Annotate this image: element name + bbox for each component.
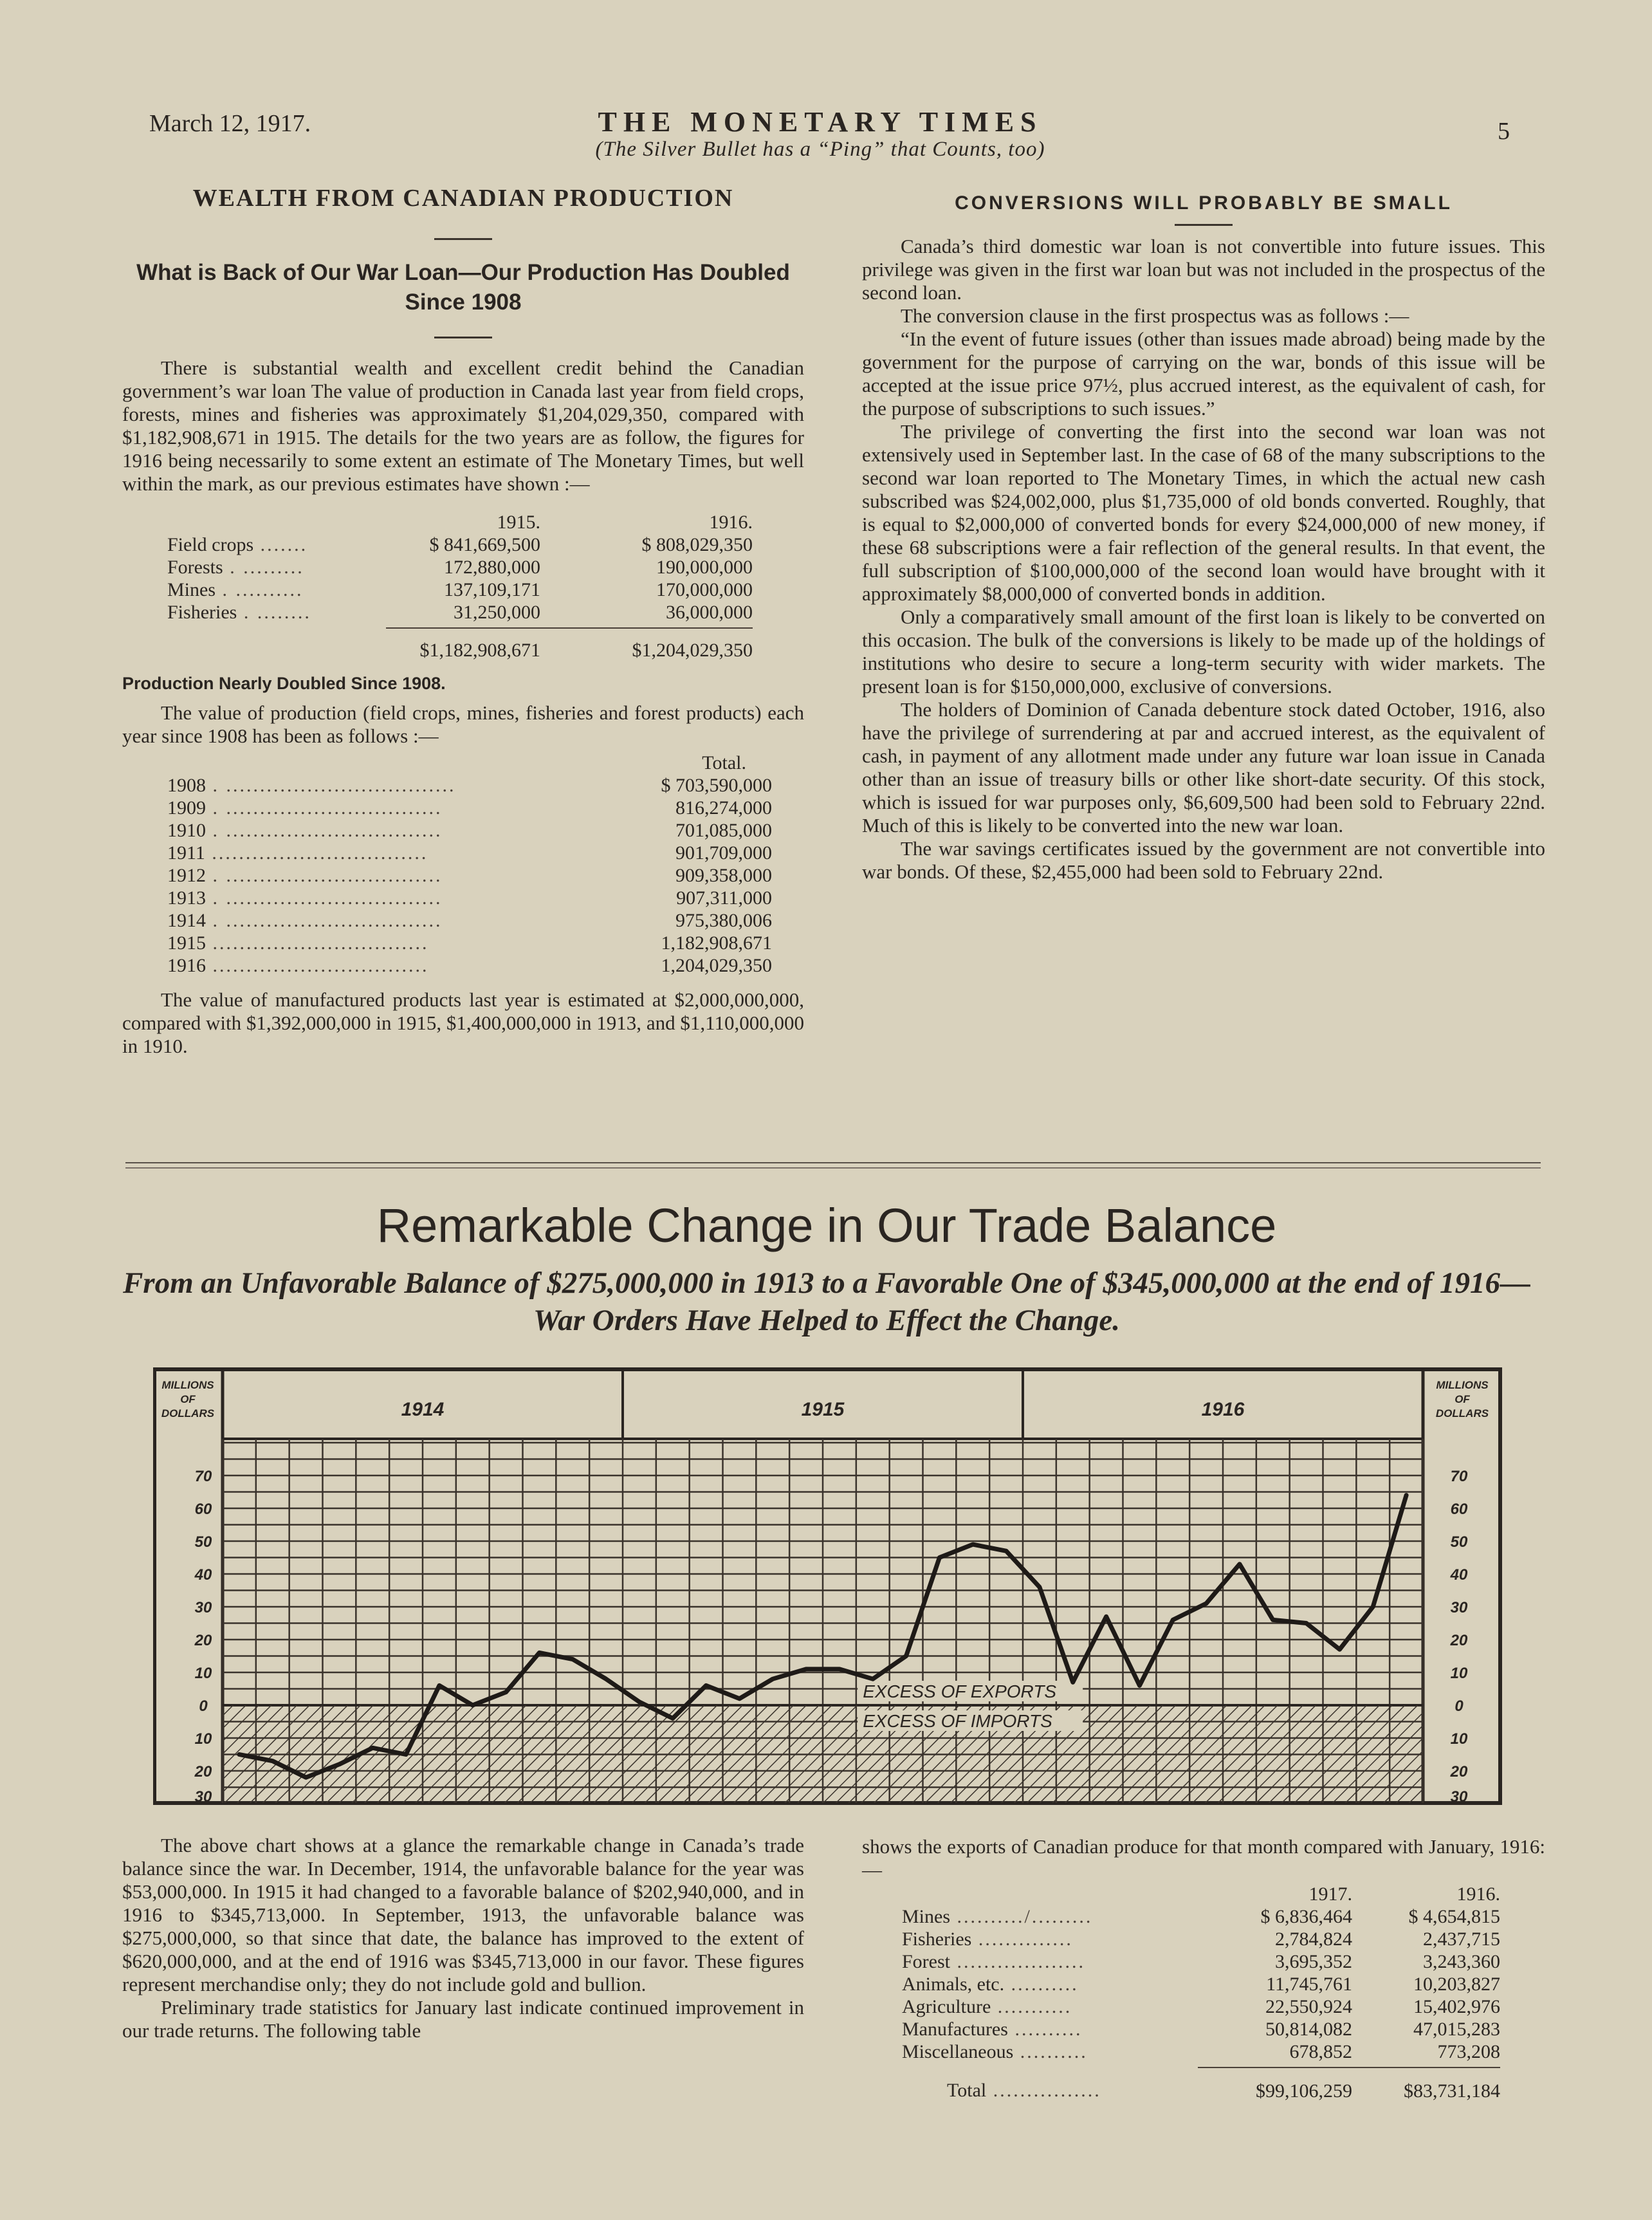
- year-label: 1912: [167, 865, 206, 886]
- table-total-row: Total ................ $99,106,259 $83,731,184: [902, 2067, 1500, 2102]
- year-label: 1913: [167, 887, 206, 909]
- data-point: [771, 1677, 775, 1681]
- data-point: [1004, 1549, 1008, 1553]
- data-point: [504, 1690, 508, 1694]
- row-label: Mines: [902, 1906, 950, 1927]
- data-point: [1371, 1605, 1375, 1609]
- y-tick-label: 70: [1450, 1468, 1468, 1485]
- data-point: [1105, 1614, 1108, 1618]
- table-row: 1913 . ................................ 907,311,000: [167, 887, 772, 909]
- article-paragraph: The above chart shows at a glance the remarkable change in Canada’s trade balance since the war. In December, 1914, the unfavorable balance for the year was $53,000,000. In 1915 it had changed to a favorable balance of $202,940,000, and in 1916 to $345,713,000. In September, 1913, the unfavorable balance was $275,000,000, so that since that date, the balance has improved to the extent of $620,000,000, and at the end of 1916 was $345,713,000 in our favor. These figures represent merchandise only; they do not include gold and bullion.: [122, 1834, 804, 1995]
- chart-subtitle: From an Unfavorable Balance of $275,000,000 in 1913 to a Favorable One of $345,000,000 at the end of 1916—War Orders Have Helped to Effect the Change.: [122, 1266, 1531, 1337]
- article-heading: WEALTH FROM CANADIAN PRODUCTION: [192, 185, 734, 212]
- zone-label-exports: EXCESS OF EXPORTS: [863, 1681, 1057, 1701]
- heading-rule: [1175, 224, 1233, 226]
- table-total-row: [167, 628, 753, 661]
- table-row: 1916 ................................ 1,204,029,350: [167, 955, 772, 976]
- production-table-1915-1916: [167, 511, 753, 661]
- exports-section: [862, 1835, 1545, 2102]
- year-value: 701,085,000: [675, 820, 772, 841]
- data-point: [304, 1775, 308, 1779]
- left-article: [122, 187, 804, 1058]
- data-point: [1071, 1680, 1075, 1684]
- table-row: Forests . ......... 172,880,000 190,000,000: [167, 557, 753, 578]
- value-1916: 3,243,360: [1423, 1951, 1500, 1972]
- row-label: Miscellaneous: [902, 2041, 1014, 2062]
- value-1916: 2,437,715: [1423, 1929, 1500, 1950]
- table-row: Fisheries .............. 2,784,824 2,437,715: [902, 1929, 1500, 1950]
- article-paragraph: The holders of Dominion of Canada debenture stock dated October, 1916, also have the privilege of surrendering at par and accrued interest, as the equivalent of cash, in payment of any allotment made under any future war loan issue in Canada other than an issue of treasury bills or other like short-date security. Of this stock, which is issued for war purposes only, $6,609,500 had been sold to February 22nd. Much of this is likely to be converted into the new war loan.: [862, 698, 1545, 837]
- year-label: 1911: [167, 842, 205, 864]
- total-1916: $83,731,184: [1404, 2080, 1500, 2102]
- y-tick-label: 20: [194, 1763, 212, 1781]
- value-1916: 15,402,976: [1413, 1996, 1500, 2017]
- chart-title: Remarkable Change in Our Trade Balance: [376, 1199, 1277, 1252]
- value-1916: 170,000,000: [656, 579, 753, 600]
- data-point: [838, 1667, 841, 1671]
- year-label: 1909: [167, 797, 206, 819]
- y-tick-label: 30: [194, 1599, 212, 1616]
- value-1916: 47,015,283: [1413, 2019, 1500, 2040]
- article-paragraph: The value of production (field crops, mines, fisheries and forest products) each year since 1908 has been as follows :—: [122, 701, 804, 747]
- value-1915: 172,880,000: [444, 557, 540, 578]
- value-1917: 50,814,082: [1265, 2019, 1352, 2040]
- y-tick-label: 20: [1450, 1763, 1468, 1781]
- table-row: 1914 . ................................ 975,380,006: [167, 910, 772, 931]
- y-tick-label: 0: [1455, 1697, 1464, 1715]
- table-row: Manufactures .......... 50,814,082 47,015,283: [902, 2019, 1500, 2040]
- y-tick-label: 60: [1450, 1501, 1468, 1518]
- total-1915: $1,182,908,671: [419, 640, 540, 661]
- data-point: [1171, 1618, 1175, 1622]
- row-label: Forests: [167, 557, 223, 578]
- table-row: Mines ........../......... $ 6,836,464 $ 4,654,815: [902, 1906, 1500, 1927]
- year-value: $ 703,590,000: [661, 775, 772, 796]
- data-point: [1204, 1602, 1208, 1605]
- data-point: [604, 1677, 608, 1681]
- value-1917: 22,550,924: [1265, 1996, 1352, 2017]
- data-point: [537, 1651, 541, 1654]
- data-point: [904, 1654, 908, 1658]
- publication-subtitle: (The Silver Bullet has a “Ping” that Counts, too): [595, 138, 1045, 161]
- col-header: Total.: [702, 752, 746, 773]
- y-tick-label: 50: [1450, 1533, 1468, 1551]
- table-row: Field crops ....... $ 841,669,500 $ 808,029,350: [167, 534, 753, 555]
- value-1917: 3,695,352: [1275, 1951, 1352, 1972]
- article-paragraph: Preliminary trade statistics for January last indicate continued improvement in our trade returns. The following table: [122, 1996, 804, 2042]
- total-label: Total: [947, 2080, 987, 2101]
- y-tick-label: 50: [194, 1533, 212, 1551]
- table-row: 1910 . ................................ 701,085,000: [167, 820, 772, 841]
- units-label: MILLIONS: [1436, 1379, 1489, 1391]
- units-label: MILLIONS: [161, 1379, 214, 1391]
- article-heading: CONVERSIONS WILL PROBABLY BE SMALL: [955, 192, 1453, 214]
- value-1917: 2,784,824: [1275, 1929, 1352, 1950]
- table-row: 1909 . ................................ 816,274,000: [167, 797, 772, 819]
- units-label: DOLLARS: [1435, 1407, 1489, 1420]
- year-value: 907,311,000: [676, 887, 772, 909]
- total-1917: $99,106,259: [1256, 2080, 1352, 2102]
- y-tick-label: 0: [199, 1697, 208, 1715]
- row-label: Field crops: [167, 534, 254, 555]
- table-row: 1908 . .................................. $ 703,590,000: [167, 775, 772, 796]
- value-1915: 31,250,000: [386, 601, 540, 628]
- production-by-year-table: [167, 752, 772, 977]
- y-tick-label: 40: [1450, 1566, 1468, 1584]
- data-point: [371, 1746, 374, 1750]
- row-label: Animals, etc.: [902, 1974, 1005, 1995]
- article-paragraph: The privilege of converting the first into the second war loan was not extensively used in September last. In the case of 68 of the many subscriptions to the second war loan reported to The Monetary Times, in which the actual new cash subscribed was $24,002,000, plus $1,735,000 of old bonds converted. Roughly, that is equal to $2,000,000 of converted bonds for every $24,000,000 of new money, if these 68 subscriptions were a fair reflection of the general results. In that event, the full subscription of $100,000,000 of the second loan would have brought with it approximately $8,000,000 of converted bonds in addition.: [862, 420, 1545, 605]
- year-label: 1914: [401, 1399, 445, 1420]
- data-point: [971, 1542, 975, 1546]
- value-1917: 678,852: [1198, 2040, 1352, 2067]
- article-paragraph: shows the exports of Canadian produce for that month compared with January, 1916:—: [862, 1835, 1545, 1881]
- table-row: 1912 . ................................ 909,358,000: [167, 865, 772, 886]
- year-label: 1908: [167, 775, 206, 796]
- y-tick-label: 30: [194, 1788, 212, 1806]
- article-paragraph: The conversion clause in the first prospectus was as follows :—: [901, 304, 1409, 327]
- article-paragraph: Canada’s third domestic war loan is not convertible into future issues. This privilege was given in the first war loan but was not included in the prospectus of the second loan.: [862, 235, 1545, 304]
- chart-commentary: [122, 1834, 804, 2042]
- y-tick-label: 70: [194, 1468, 212, 1485]
- col-header: 1915.: [497, 512, 540, 533]
- page-number: 5: [1498, 118, 1510, 145]
- article-paragraph: There is substantial wealth and excellent credit behind the Canadian government’s war loan The value of production in Canada last year from field crops, forests, mines and fisheries was approximately $1,204,029,350, compared with $1,182,908,671 in 1915. The details for the two years are as follow, the figures for 1916 being necessarily to some extent an estimate of The Monetary Times, but well within the mark, as our previous estimates have shown :—: [122, 356, 804, 495]
- total-1916: $1,204,029,350: [632, 640, 753, 661]
- data-point: [937, 1556, 941, 1560]
- year-value: 1,182,908,671: [661, 932, 772, 954]
- section-divider: [125, 1167, 1541, 1169]
- units-label: OF: [1455, 1393, 1470, 1405]
- heading-rule: [434, 238, 492, 240]
- data-point: [437, 1683, 441, 1687]
- col-header: 1917.: [1308, 1883, 1352, 1905]
- issue-date: March 12, 1917.: [149, 110, 311, 137]
- year-label: 1915: [801, 1399, 845, 1420]
- year-label: 1915: [167, 932, 206, 954]
- y-tick-label: 30: [1450, 1599, 1468, 1616]
- data-point: [271, 1759, 275, 1763]
- y-tick-label: 10: [1450, 1730, 1468, 1748]
- data-point: [1337, 1647, 1341, 1651]
- value-1916: 36,000,000: [540, 601, 753, 628]
- value-1915: 137,109,171: [444, 579, 540, 600]
- right-article: [862, 192, 1545, 883]
- y-tick-label: 10: [194, 1730, 212, 1748]
- exports-table: [902, 1883, 1500, 2102]
- table-row: Miscellaneous .......... 678,852 773,208: [902, 2040, 1500, 2067]
- y-tick-label: 40: [194, 1566, 212, 1584]
- value-1917: 11,745,761: [1266, 1974, 1352, 1995]
- table-row: Forest ................... 3,695,352 3,243,360: [902, 1951, 1500, 1972]
- data-point: [1038, 1585, 1042, 1589]
- table-row: Mines . .......... 137,109,171 170,000,000: [167, 579, 753, 600]
- table-row: Animals, etc. .......... 11,745,761 10,203,827: [902, 1974, 1500, 1995]
- data-point: [671, 1716, 675, 1720]
- article-subheading: What is Back of Our War Loan—Our Production Has Doubled Since 1908: [136, 260, 790, 315]
- year-label: 1910: [167, 820, 206, 841]
- value-1917: $ 6,836,464: [1260, 1906, 1352, 1927]
- row-label: Agriculture: [902, 1996, 991, 2017]
- year-value: 1,204,029,350: [661, 955, 772, 976]
- article-paragraph: The value of manufactured products last year is estimated at $2,000,000,000, compared with $1,392,000,000 in 1915, $1,400,000,000 in 1913, and $1,110,000,000 in 1910.: [122, 988, 804, 1057]
- row-label: Manufactures: [902, 2019, 1008, 2040]
- section-divider: [125, 1162, 1541, 1163]
- row-label: Fisheries: [167, 602, 237, 623]
- zone-label-imports: EXCESS OF IMPORTS: [863, 1711, 1052, 1731]
- data-point: [1137, 1683, 1141, 1687]
- year-value: 901,709,000: [675, 842, 772, 864]
- publication-title: THE MONETARY TIMES: [598, 106, 1043, 138]
- data-point: [638, 1700, 641, 1704]
- year-value: 816,274,000: [675, 797, 772, 819]
- data-point: [1238, 1562, 1242, 1566]
- data-point: [1305, 1622, 1308, 1625]
- year-label: 1916: [1201, 1399, 1245, 1420]
- year-value: 975,380,006: [675, 910, 772, 931]
- value-1916: 773,208: [1352, 2040, 1500, 2067]
- quoted-clause: “In the event of future issues (other than issues made abroad) being made by the government for the purpose of carrying on the war, bonds of this issue will be accepted at the issue price 97½, plus accrued interest, as the equivalent of cash, for the purpose of subscriptions to such issues.”: [862, 328, 1545, 420]
- value-1916: 190,000,000: [656, 557, 753, 578]
- data-point: [1404, 1494, 1408, 1497]
- trade-balance-chart: [153, 1364, 1504, 1815]
- table-row: 1915 ................................ 1,182,908,671: [167, 932, 772, 954]
- value-1916: 10,203,827: [1413, 1974, 1500, 1995]
- row-label: Mines: [167, 579, 216, 600]
- year-label: 1916: [167, 955, 206, 976]
- article-paragraph: Only a comparatively small amount of the first loan is likely to be converted on this occasion. The bulk of the conversions is likely to be made up of the holdings of institutions who desire to secure a long-term security with wider markets. The present loan is for $150,000,000, exclusive of conversions.: [862, 606, 1545, 698]
- subheading-rule: [434, 337, 492, 338]
- data-point: [237, 1753, 241, 1757]
- data-point: [1271, 1618, 1275, 1622]
- units-label: OF: [180, 1393, 196, 1405]
- units-label: DOLLARS: [161, 1407, 215, 1420]
- y-tick-label: 20: [1450, 1632, 1468, 1649]
- value-1915: $ 841,669,500: [429, 534, 540, 555]
- article-paragraph: The war savings certificates issued by the government are not convertible into war bonds. Of these, $2,455,000 had been sold to February 22nd.: [862, 837, 1545, 883]
- year-value: 909,358,000: [675, 865, 772, 886]
- table-row: 1911 ................................ 901,709,000: [167, 842, 772, 864]
- data-point: [571, 1658, 574, 1661]
- y-tick-label: 10: [194, 1665, 212, 1682]
- value-1916: $ 4,654,815: [1408, 1906, 1500, 1927]
- row-label: Fisheries: [902, 1929, 972, 1950]
- data-point: [471, 1703, 475, 1707]
- data-point: [337, 1762, 341, 1766]
- y-tick-label: 10: [1450, 1665, 1468, 1682]
- data-point: [737, 1697, 741, 1701]
- section-runhead: Production Nearly Doubled Since 1908.: [122, 674, 446, 693]
- data-point: [871, 1677, 875, 1681]
- y-tick-label: 20: [194, 1632, 212, 1649]
- year-label: 1914: [167, 910, 206, 931]
- value-1916: $ 808,029,350: [641, 534, 753, 555]
- table-row: Fisheries . ........ 31,250,000 36,000,000: [167, 601, 753, 628]
- row-label: Forest: [902, 1951, 950, 1972]
- data-point: [704, 1683, 708, 1687]
- table-row: Agriculture ........... 22,550,924 15,402,976: [902, 1996, 1500, 2017]
- col-header: 1916.: [709, 512, 753, 533]
- data-point: [804, 1667, 808, 1671]
- y-tick-label: 30: [1450, 1788, 1468, 1806]
- data-point: [404, 1753, 408, 1757]
- col-header: 1916.: [1456, 1883, 1500, 1905]
- y-tick-label: 60: [194, 1501, 212, 1518]
